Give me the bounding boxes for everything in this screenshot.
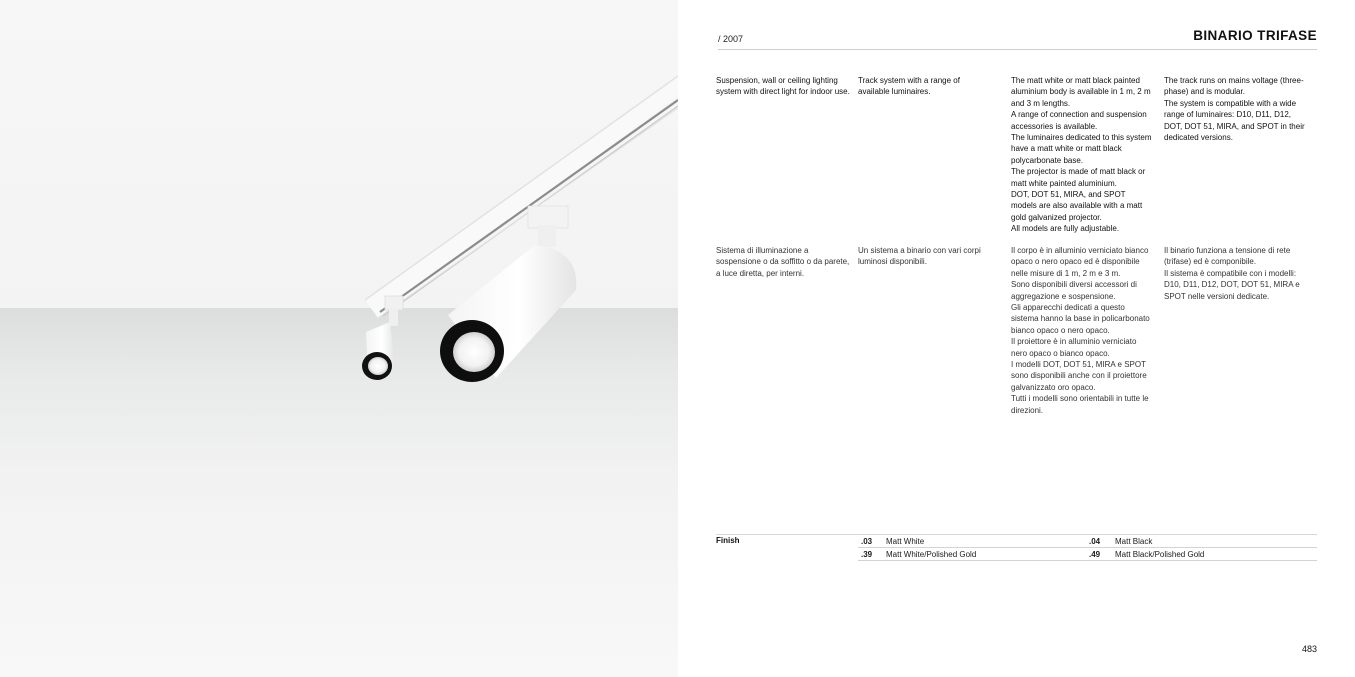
italian-col-4-line: Il sistema è compatibile con i modelli: D10, D11, D12, DOT, DOT 51, MIRA e SPOT nelle versioni dedicate. (1164, 268, 1300, 301)
italian-col-3 (1011, 245, 1153, 416)
english-col-2 (858, 75, 990, 98)
english-col-3 (1011, 75, 1153, 235)
italian-col-3-line: Sono disponibili diversi accessori di aggregazione e sospensione. (1011, 280, 1137, 301)
finish-code: .03 (861, 537, 873, 546)
text-page (678, 0, 1355, 677)
italian-col-3-line: Tutti i modelli sono orientabili in tutte le direzioni. (1011, 394, 1149, 415)
finish-name: Matt White (886, 537, 925, 546)
english-col-3-line: DOT, DOT 51, MIRA, and SPOT models are also available with a matt gold galvanized projector. (1011, 190, 1143, 222)
page-header (718, 28, 1317, 50)
finish-row (858, 548, 1317, 561)
finish-code: .49 (1089, 550, 1101, 559)
english-col-3-line: The matt white or matt black painted aluminium body is available in 1 m, 2 m and 3 m lengths. (1011, 76, 1151, 108)
finish-name: Matt Black/Polished Gold (1115, 550, 1205, 559)
italian-col-3-line: Gli apparecchi dedicati a questo sistema hanno la base in policarbonato bianco opaco o nero opaco. (1011, 303, 1150, 335)
finish-code: .04 (1089, 537, 1101, 546)
finish-name: Matt White/Polished Gold (886, 550, 977, 559)
english-col-1-text: Suspension, wall or ceiling lighting system with direct light for indoor use. (716, 76, 850, 97)
english-col-4 (1164, 75, 1310, 143)
italian-col-4 (1164, 245, 1310, 302)
finish-code: .39 (861, 550, 873, 559)
italian-col-3-line: I modelli DOT, DOT 51, MIRA e SPOT sono disponibili anche con il proiettore galvanizzato oro opaco. (1011, 360, 1147, 392)
page-number: 483 (1301, 644, 1317, 654)
english-col-1 (716, 75, 850, 98)
italian-col-3-line: Il corpo è in alluminio verniciato bianco opaco o nero opaco ed è disponibile nelle misure di 1 m, 2 m e 3 m. (1011, 246, 1149, 278)
english-col-4-line: The track runs on mains voltage (three-phase) and is modular. (1164, 76, 1304, 97)
year-label: / 2007 (718, 34, 744, 44)
italian-col-2 (858, 245, 990, 268)
english-col-3-line: All models are fully adjustable. (1011, 224, 1120, 234)
italian-col-3-line: Il proiettore è in alluminio verniciato nero opaco o bianco opaco. (1011, 337, 1137, 358)
english-col-3-line: The projector is made of matt black or matt white painted aluminium. (1011, 167, 1146, 188)
english-col-4-line: The system is compatible with a wide range of luminaires: D10, D11, D12, DOT, DOT 51, MIRA, and SPOT in their dedicated versions. (1164, 98, 1305, 143)
italian-col-4-line: Il binario funziona a tensione di rete (trifase) ed è componibile. (1164, 246, 1291, 267)
english-col-2-text: Track system with a range of available luminaires. (858, 76, 960, 97)
finish-name: Matt Black (1115, 537, 1153, 546)
english-col-3-line: The luminaires dedicated to this system have a matt white or matt black polycarbonate base. (1011, 133, 1152, 165)
finish-row (858, 535, 1317, 548)
english-col-3-line: A range of connection and suspension accessories is available. (1011, 110, 1147, 131)
italian-col-1 (716, 245, 850, 279)
finish-label: Finish (716, 536, 740, 545)
italian-col-2-text: Un sistema a binario con vari corpi luminosi disponibili. (858, 246, 981, 267)
italian-col-1-text: Sistema di illuminazione a sospensione o da soffitto o da parete, a luce diretta, per interni. (716, 246, 850, 278)
product-title: BINARIO TRIFASE (1193, 28, 1317, 43)
